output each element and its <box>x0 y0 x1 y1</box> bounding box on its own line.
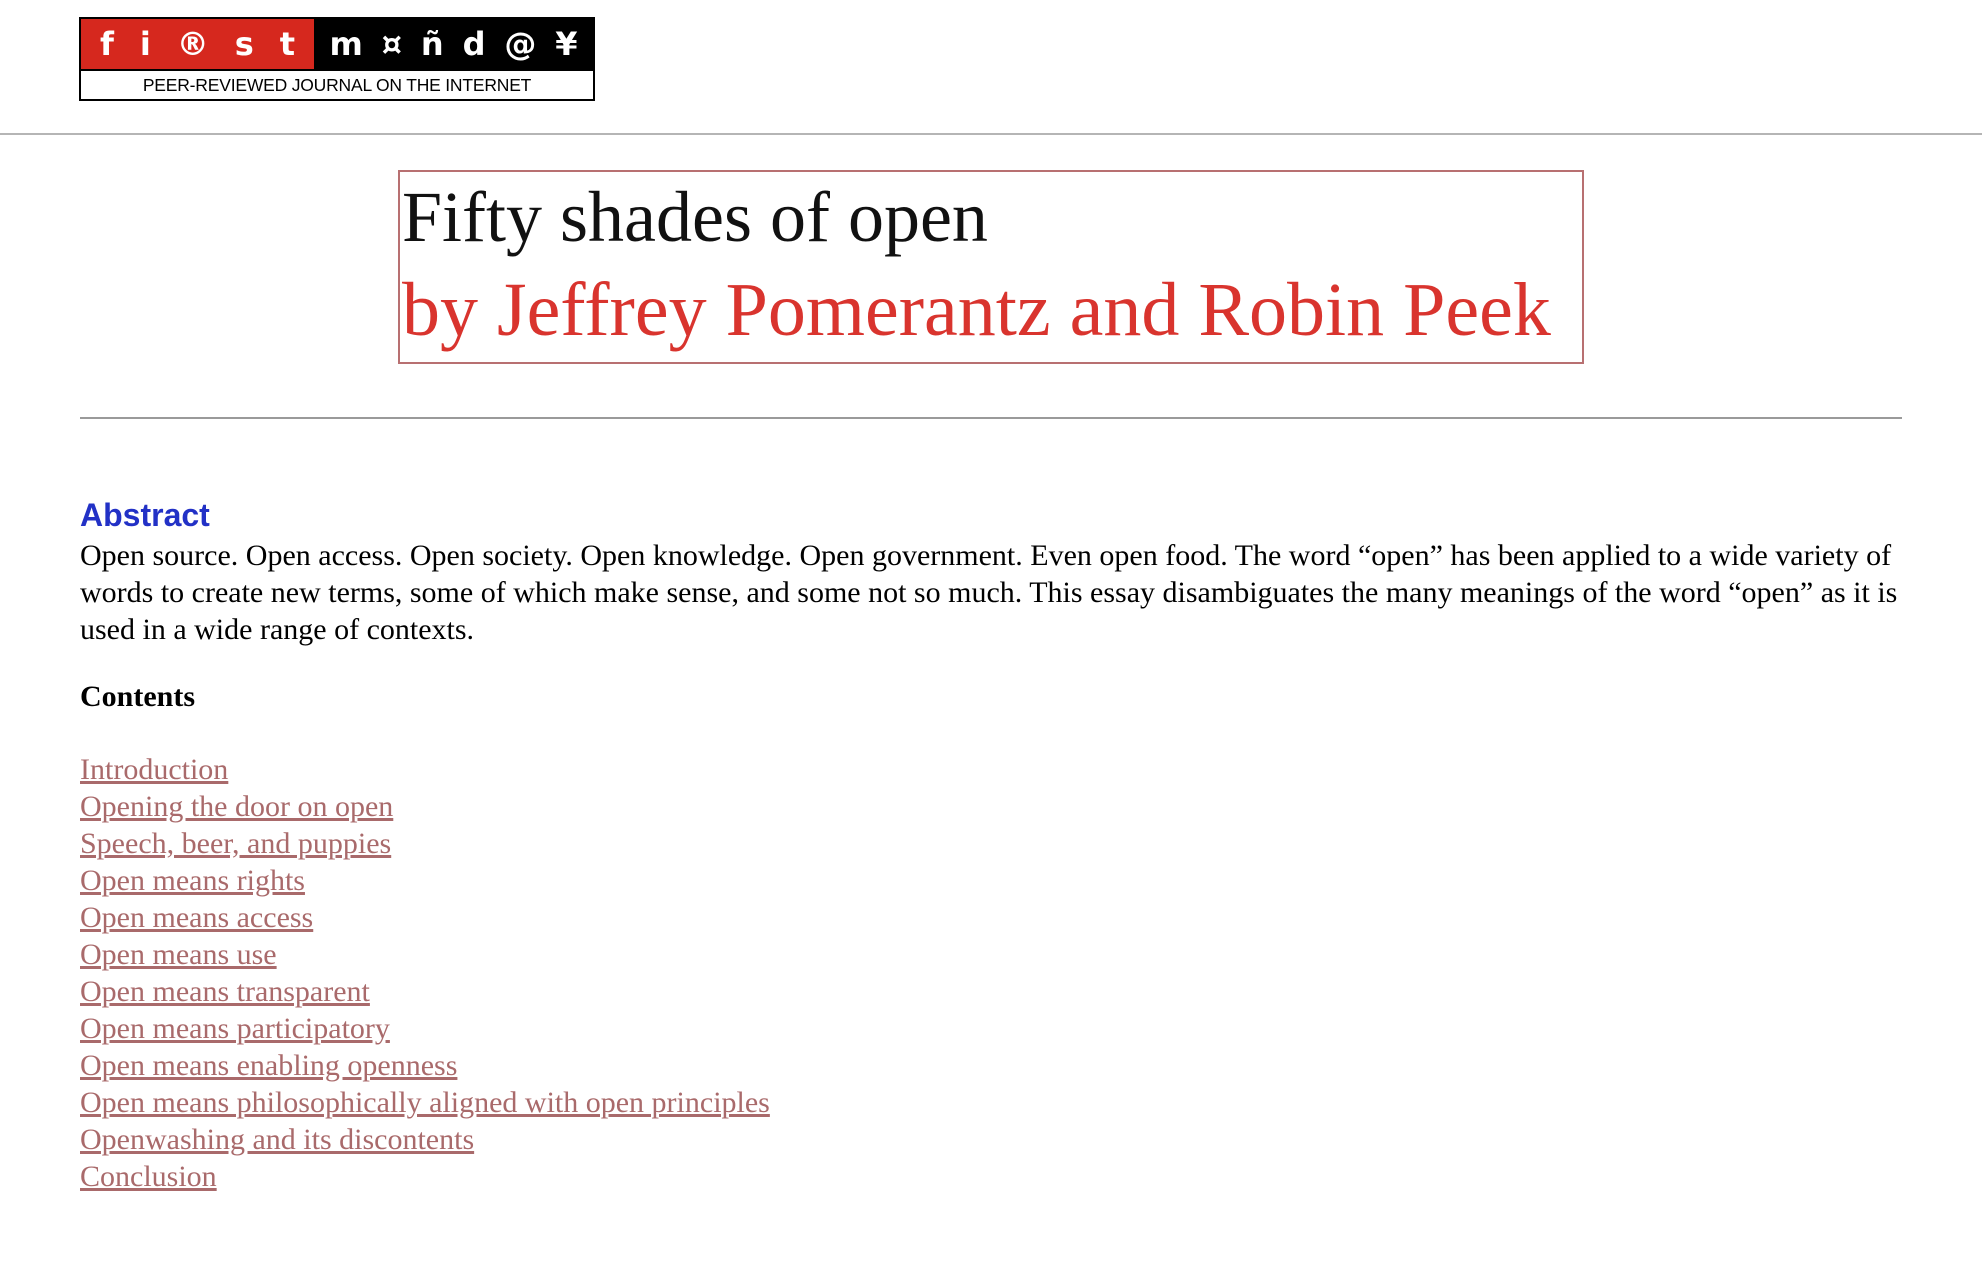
toc-item <box>80 1158 770 1195</box>
logo-glyph: @ <box>504 25 537 63</box>
toc-item <box>80 936 770 973</box>
journal-logo[interactable] <box>79 17 595 101</box>
logo-glyph: d <box>462 25 486 63</box>
logo-red-block <box>81 19 314 69</box>
toc-link-open-means-transparent[interactable]: Open means transparent <box>80 975 370 1008</box>
toc-link-conclusion[interactable]: Conclusion <box>80 1160 217 1193</box>
abstract-text: Open source. Open access. Open society. Open knowledge. Open government. Even open food. The word “open” has been applied to a wide variety of words to create new terms, some of which make sense, and some not so much. This essay disambiguates the many meanings of the word “open” as it is used in a wide range of contexts. <box>80 539 1898 646</box>
title-banner <box>398 170 1584 364</box>
toc-link-introduction[interactable]: Introduction <box>80 753 229 786</box>
logo-tagline: PEER-REVIEWED JOURNAL ON THE INTERNET <box>81 69 593 99</box>
toc-link-speech-beer-puppies[interactable]: Speech, beer, and puppies <box>80 827 392 860</box>
section-divider <box>80 417 1902 419</box>
contents-heading: Contents <box>80 680 196 713</box>
toc-item <box>80 862 770 899</box>
toc-link-open-means-access[interactable]: Open means access <box>80 901 314 934</box>
logo-glyph: ¥ <box>555 25 578 63</box>
toc-link-opening-the-door[interactable]: Opening the door on open <box>80 790 394 823</box>
toc-link-open-means-participatory[interactable]: Open means participatory <box>80 1012 390 1045</box>
toc-link-openwashing[interactable]: Openwashing and its discontents <box>80 1123 475 1156</box>
toc-item <box>80 751 770 788</box>
toc-item <box>80 788 770 825</box>
logo-black-block <box>314 19 593 69</box>
article-title: Fifty shades of open <box>402 177 988 257</box>
toc-item <box>80 973 770 1010</box>
logo-glyph: ¤ <box>381 25 403 63</box>
logo-glyph: ® <box>176 25 209 63</box>
toc-item <box>80 899 770 936</box>
abstract-heading: Abstract <box>80 497 210 533</box>
toc-item <box>80 825 770 862</box>
logo-glyph: s <box>234 25 254 63</box>
logo-glyph: i <box>139 25 151 63</box>
logo-glyph: f <box>99 25 114 63</box>
article-byline: by Jeffrey Pomerantz and Robin Peek <box>402 268 1551 352</box>
toc-link-open-means-use[interactable]: Open means use <box>80 938 277 971</box>
logo-glyph: ñ <box>420 25 444 63</box>
logo-glyph: m <box>329 25 363 63</box>
logo-glyph: t <box>279 25 296 63</box>
toc-link-open-means-philosophically[interactable]: Open means philosophically aligned with open principles <box>80 1086 770 1119</box>
toc-item <box>80 1121 770 1158</box>
toc-link-open-means-rights[interactable]: Open means rights <box>80 864 305 897</box>
toc-item <box>80 1047 770 1084</box>
table-of-contents <box>80 751 770 1195</box>
toc-item <box>80 1084 770 1121</box>
toc-link-open-means-enabling[interactable]: Open means enabling openness <box>80 1049 458 1082</box>
toc-item <box>80 1010 770 1047</box>
logo-wordmark <box>81 19 593 69</box>
header-divider <box>0 133 1982 135</box>
